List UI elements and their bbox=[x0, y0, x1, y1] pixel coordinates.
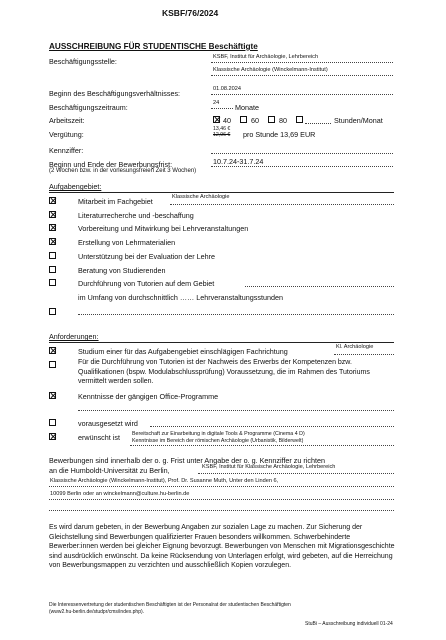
bewerbung-fill-2[interactable]: Klassische Archäologie (Winckelmann-Institut), Prof. Dr. Susanne Muth, Unter den Linden 6, bbox=[50, 478, 279, 484]
verguetung-value[interactable]: 13,46 € bbox=[213, 126, 231, 132]
verguetung-strike: 12,96 € bbox=[213, 132, 231, 138]
frist-label: Beginn und Ende der Bewerbungsfrist: bbox=[49, 160, 173, 169]
tutor-text: Für die Durchführung von Tutorien ist der Nachweis des Erwerbs der Kompetenzen bzw. Qualifikationen (bspw. Modulabschlussprüfung) Voraussetzung, die im Rahmen des Tutoriums vermittelt werden sollen. bbox=[78, 359, 370, 386]
bewerbung-text-1: Bewerbungen sind innerhalb der o. g. Frist unter Angabe der o. g. Kennziffer zu richten bbox=[49, 456, 325, 465]
office-label: Kenntnisse der gängigen Office-Programme bbox=[78, 392, 219, 401]
frist-note: (2 Wochen bzw. in der vorlesungsfreien Zeit 3 Wochen) bbox=[49, 168, 197, 174]
erwuenscht-checkbox[interactable] bbox=[49, 433, 56, 440]
erwuenscht-label: erwünscht ist bbox=[78, 433, 120, 442]
aufgabe-checkbox-6[interactable] bbox=[49, 266, 56, 273]
footer-line-2: (www2.hu-berlin.de/studpr/cms/index.php). bbox=[49, 609, 145, 615]
az-40-checkbox[interactable] bbox=[213, 116, 220, 123]
anforderungen-heading: Anforderungen: bbox=[49, 332, 99, 341]
az-40-label: 40 bbox=[223, 116, 231, 125]
studium-checkbox[interactable] bbox=[49, 347, 56, 354]
aufgabe-label-7: Durchführung von Tutorien auf dem Gebiet bbox=[78, 279, 215, 288]
az-other-unit: Stunden/Monat bbox=[334, 116, 383, 125]
aufgabe-checkbox-3[interactable] bbox=[49, 224, 56, 231]
tutorien-umfang: im Umfang von durchschnittlich …… Lehrveranstaltungsstunden bbox=[78, 293, 283, 302]
zeitraum-value[interactable]: 24 bbox=[213, 100, 220, 106]
aufgabe-checkbox-7[interactable] bbox=[49, 279, 56, 286]
stelle-value-2[interactable]: Klassische Archäologie (Winckelmann-Institut) bbox=[213, 67, 328, 73]
aufgabe-checkbox-1[interactable] bbox=[49, 197, 56, 204]
aufgabe-label-2: Literaturrecherche und -beschaffung bbox=[78, 211, 194, 220]
vorausgesetzt-checkbox[interactable] bbox=[49, 419, 56, 426]
stelle-label: Beschäftigungsstelle: bbox=[49, 57, 117, 66]
aufgabe-checkbox-other[interactable] bbox=[49, 308, 56, 315]
verguetung-text: pro Stunde 13,69 EUR bbox=[243, 130, 316, 139]
az-80-checkbox[interactable] bbox=[268, 116, 275, 123]
beginn-value[interactable]: 01.08.2024 bbox=[213, 86, 241, 92]
page-title: AUSSCHREIBUNG FÜR STUDENTISCHE Beschäftigte bbox=[49, 42, 258, 51]
beginn-label: Beginn des Beschäftigungsverhältnisses: bbox=[49, 89, 181, 98]
bewerbung-fill-3[interactable]: 10099 Berlin oder an winckelmann@culture.hu-berlin.de bbox=[50, 491, 190, 497]
office-checkbox[interactable] bbox=[49, 392, 56, 399]
az-60-label: 60 bbox=[251, 116, 259, 125]
stelle-value-1[interactable]: KSBF, Institut für Archäologie, Lehrbereich bbox=[213, 54, 319, 60]
zeitraum-label: Beschäftigungszeitraum: bbox=[49, 103, 128, 112]
verguetung-label: Vergütung: bbox=[49, 130, 84, 139]
zeitraum-unit: Monate bbox=[235, 103, 259, 112]
az-80-label: 80 bbox=[279, 116, 287, 125]
hinweis-text: Es wird darum gebeten, in der Bewerbung Angaben zur sozialen Lage zu machen. Zur Sicherung der Gleichstellung sind Bewerbungen qualifizierter Frauen besonders willkommen. Schwerbehinderte Bewerber:innen werden bei gleicher Eignung bevorzugt. Bewerbungen von Menschen mit Migrationsgeschichte sind ausdrücklich erwünscht. Da keine Rücksendung von Unterlagen erfolgt, wird gebeten, auf die Herreichung von Bewerbungsmappen zu verzichten und ausschließlich Kopien vorzulegen. bbox=[49, 524, 395, 570]
footer-line-1: Die Interessenvertretung der studentischen Beschäftigten ist der Personalrat der studentischen Beschäftigten bbox=[49, 602, 291, 608]
studium-fill[interactable]: Kl. Archäologie bbox=[336, 344, 374, 350]
bewerbung-text-2: an die Humboldt-Universität zu Berlin, bbox=[49, 466, 170, 475]
frist-value[interactable]: 10.7.24-31.7.24 bbox=[213, 157, 264, 166]
bewerbung-fill-1[interactable]: KSBF, Institut für Klassische Archäologie, Lehrbereich bbox=[202, 464, 336, 470]
az-other-checkbox[interactable] bbox=[296, 116, 303, 123]
aufgabe-fill-1[interactable]: Klassische Archäologie bbox=[172, 194, 230, 200]
kennziffer-label: Kennziffer: bbox=[49, 146, 84, 155]
tutor-checkbox[interactable] bbox=[49, 361, 56, 368]
vorausgesetzt-label: vorausgesetzt wird bbox=[78, 419, 138, 428]
aufgabe-label-4: Erstellung von Lehrmaterialien bbox=[78, 238, 176, 247]
az-60-checkbox[interactable] bbox=[240, 116, 247, 123]
aufgabe-label-1: Mitarbeit im Fachgebiet bbox=[78, 197, 153, 206]
aufgabe-label-5: Unterstützung bei der Evaluation der Lehre bbox=[78, 252, 216, 261]
erwuenscht-fill-1[interactable]: Bereitschaft zur Einarbeitung in digitale Tools & Programme (Cinema 4 D) bbox=[132, 431, 305, 437]
studium-label: Studium einer für das Aufgabengebiet einschlägigen Fachrichtung bbox=[78, 347, 288, 356]
aufgabe-checkbox-4[interactable] bbox=[49, 238, 56, 245]
footer-right: StuBi – Ausschreibung individuell 01-24 bbox=[305, 621, 393, 627]
aufgabe-checkbox-2[interactable] bbox=[49, 211, 56, 218]
document-id: KSBF/76/2024 bbox=[162, 8, 219, 18]
aufgabe-label-3: Vorbereitung und Mitwirkung bei Lehrveranstaltungen bbox=[78, 224, 249, 233]
erwuenscht-fill-2[interactable]: Kenntnisse im Bereich der römischen Archäologie (Urbanistik, Bilderwelt) bbox=[132, 438, 304, 444]
arbeitszeit-label: Arbeitszeit: bbox=[49, 116, 85, 125]
aufgaben-heading: Aufgabengebiet: bbox=[49, 182, 102, 191]
aufgabe-checkbox-5[interactable] bbox=[49, 252, 56, 259]
aufgabe-label-6: Beratung von Studierenden bbox=[78, 266, 166, 275]
